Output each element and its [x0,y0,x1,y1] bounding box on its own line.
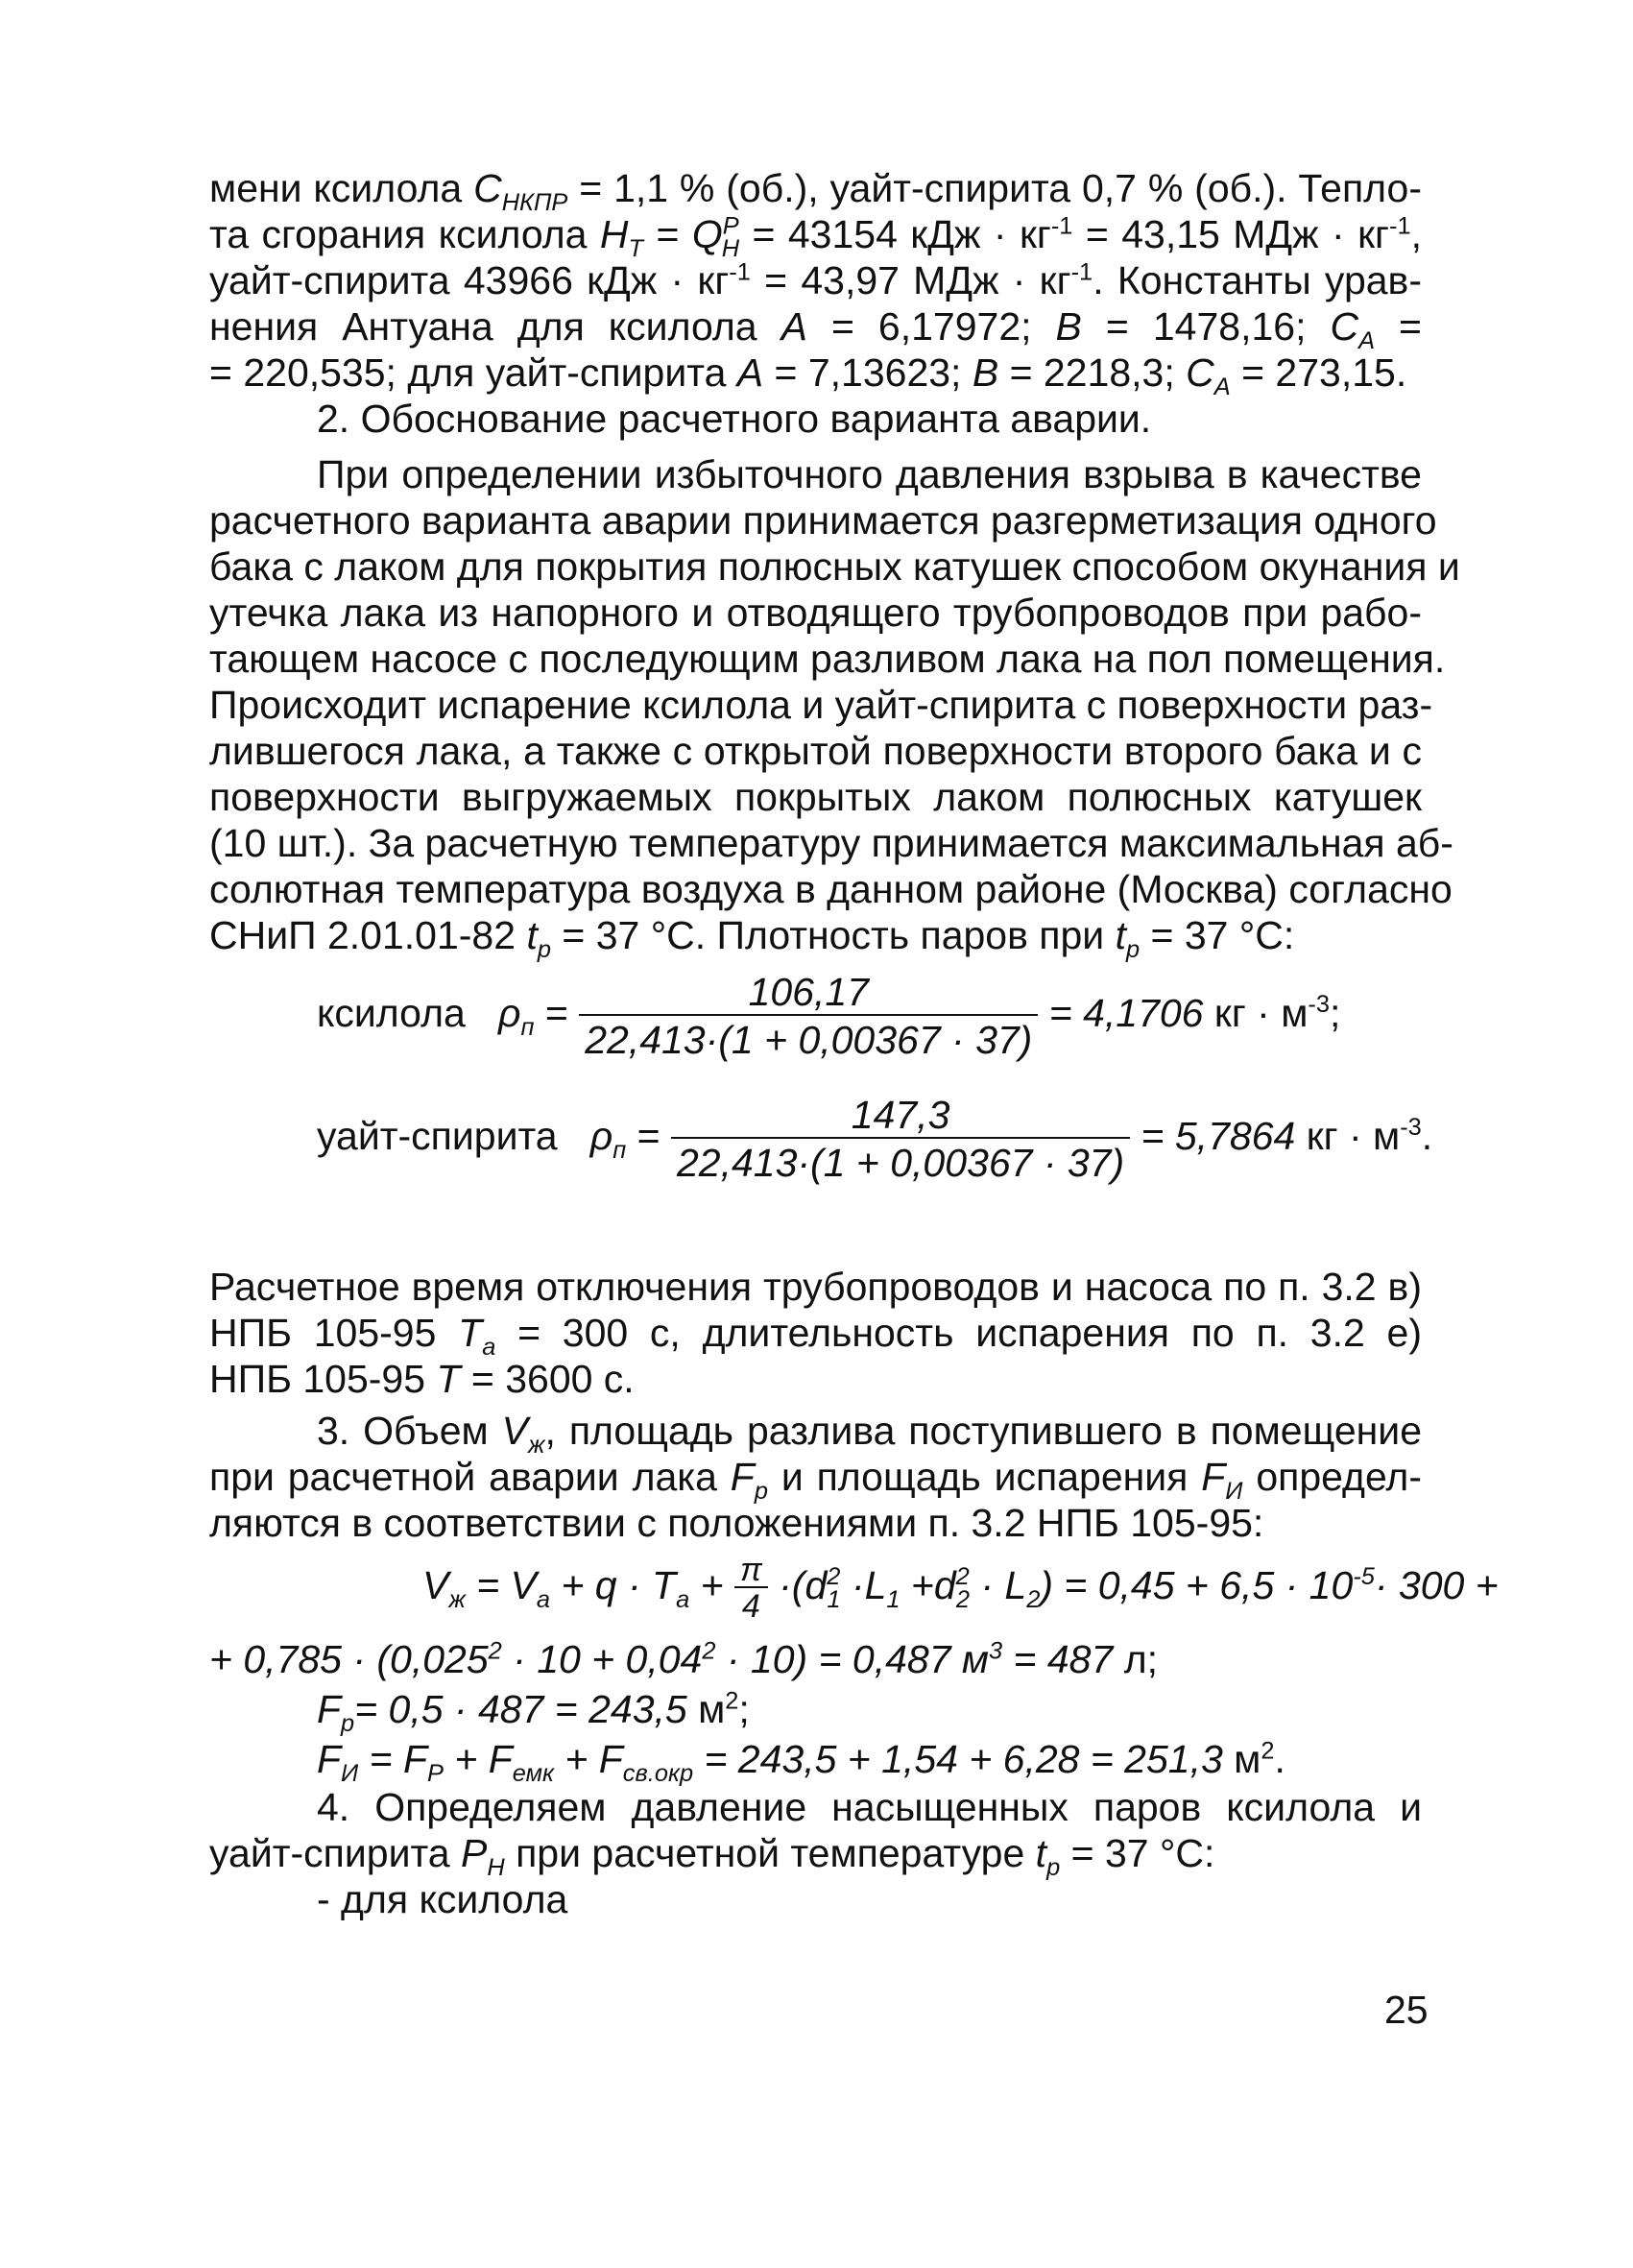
text-line: (10 шт.). За расчетную температуру принимается максимальная аб- [209,821,1453,865]
text-line: лившегося лака, а также с открытой поверхности второго бака и с [209,729,1422,773]
text-line: СНиП 2.01.01-82 $t_p = 37$ °С. Плотность паров при $t_p = 37$ °С: [209,913,1295,964]
text-line: та сгорания ксилола $H_T = Q^P_H = 43154$ кДж · $кг^{-1} = 43,15$ МДж · $кг^{-1}$, [209,212,1422,263]
text-line: Расчетное время отключения трубопроводов и насоса по п. 3.2 в) [209,1265,1422,1309]
text-line: мени ксилола $C_{НКПР} = 1,1$ % (об.), уайт-спирита 0,7 % (об.). Тепло- [209,166,1422,217]
section-heading: 2. Обоснование расчетного варианта аварии. [317,397,1152,441]
formula-volume: $V_ж = V_a + q \cdot T_a$ + $\frac{\pi}{4}$ $\cdot(d^2_1 \cdot L_1 +d^2_2 \cdot L_2) = 0,45 + 6,5 \cdot 10^{-5}\cdot 300$ + [422,1552,1499,1625]
fraction: $\frac{147,3}{22,413\cdot(1 + 0,00367 \cdot 37)}$ [671,1093,1130,1185]
text-line: = 220,535; для уайт-спирита A = 7,13623; B = 2218,3; $C_A = 273,15$. [209,350,1407,401]
text-line: уайт-спирита $P_Н$ при расчетной температуре $t_p = 37$ °С: [209,1831,1215,1882]
text-line: 4. Определяем давление насыщенных паров ксилола и [317,1785,1422,1829]
text-line: Происходит испарение ксилола и уайт-спирита с поверхности раз- [209,683,1433,727]
text-line: НПБ 105-95 $T_a = 300$ с, длительность испарения по п. 3.2 е) [209,1311,1422,1362]
text-line: расчетного варианта аварии принимается разгерметизация одного [209,498,1437,543]
page-number: 25 [1384,1988,1429,2032]
text-line: нения Антуана для ксилола A = 6,17972; B = 1478,16; $C_A$ = [209,304,1422,355]
text-line: - для ксилола [317,1877,568,1921]
formula-xylene-density: ксилола $\rho_п$ = $\frac{106,17}{22,413\cdot(1 + 0,00367 \cdot 37)}$ = 4,1706 кг · $м^{-3}$; [317,970,1341,1062]
text-line: НПБ 105-95 T = 3600 с. [209,1357,635,1401]
formula-white-spirit-density: уайт-спирита $\rho_п$ = $\frac{147,3}{22,413\cdot(1 + 0,00367 \cdot 37)}$ = 5,7864 кг · $м^{-3}$. [317,1093,1433,1185]
text-line: тающем насосе с последующим разливом лака на пол помещения. [209,637,1446,681]
text-line: солютная температура воздуха в данном районе (Москва) согласно [209,867,1453,911]
text-line: При определении избыточного давления взрыва в качестве [317,452,1422,496]
text-line: при расчетной аварии лака $F_р$ и площадь испарения $F_И$ определ- [209,1455,1422,1506]
formula-spill-area: $F_р= 0,5 \cdot 487 = 243,5$ $м^2$; [317,1687,750,1738]
text-line: уайт-спирита 43966 кДж · $кг^{-1} = 43,97$ МДж · $кг^{-1}$. Константы урав- [209,258,1422,302]
text-line: поверхности выгружаемых покрытых лаком полюсных катушек [209,775,1422,819]
text-line: 3. Объем $V_ж$, площадь разлива поступившего в помещение [317,1409,1423,1460]
text-line: утечка лака из напорного и отводящего трубопроводов при рабо- [209,591,1422,635]
formula-evaporation-area: $F_И = F_Р + F_{емк} + F_{св.окр} = 243,5 + 1,54 + 6,28 = 251,3$ $м^2$. [317,1737,1285,1788]
text-line: бака с лаком для покрытия полюсных катушек способом окунания и [209,544,1460,589]
text-line: ляются в соответствии с положениями п. 3.2 НПБ 105-95: [209,1501,1264,1545]
fraction: $\frac{\pi}{4}$ [734,1554,768,1623]
formula-volume-cont: + $0,785 \cdot (0,025^2 \cdot 10 + 0,04^2 \cdot 10) = 0,487$ $м^3 = 487$ л; [209,1637,1159,1681]
fraction: $\frac{106,17}{22,413\cdot(1 + 0,00367 \cdot 37)}$ [579,970,1038,1062]
